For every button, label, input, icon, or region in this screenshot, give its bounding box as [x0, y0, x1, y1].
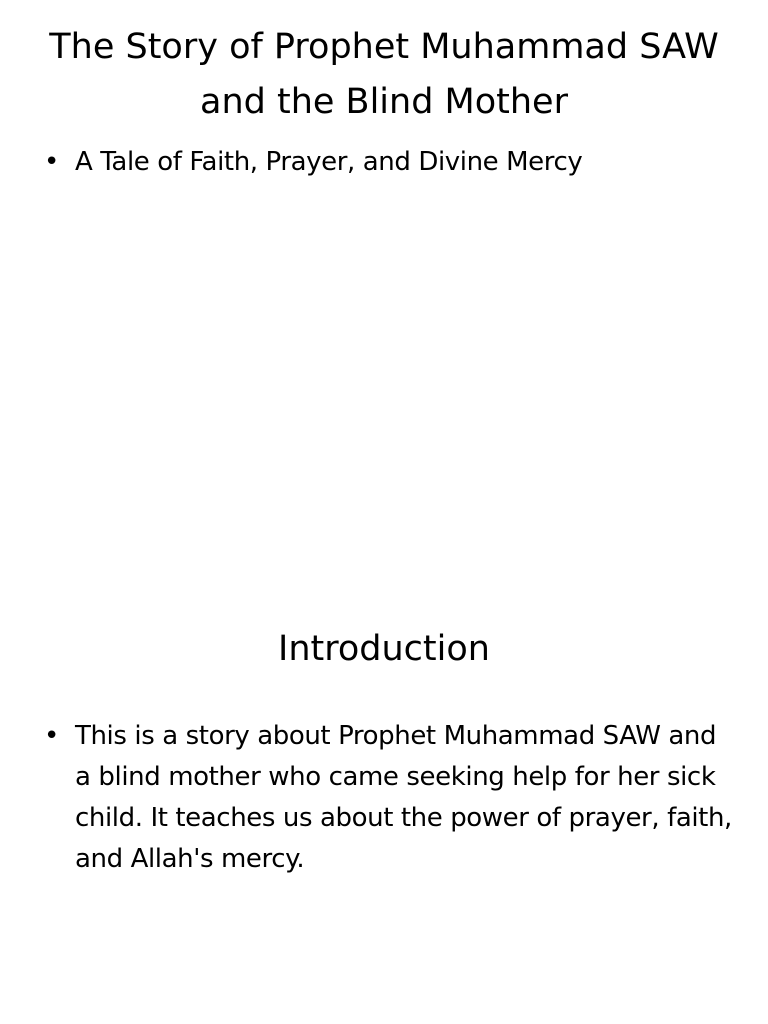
slide-1-bullet-text: A Tale of Faith, Prayer, and Divine Mercy	[75, 147, 583, 177]
slide-2-title: Introduction	[278, 629, 490, 669]
slide-1-title: The Story of Prophet Muhammad SAW and the Blind Mother	[49, 27, 719, 122]
slide-introduction	[0, 512, 768, 1024]
bullet-icon: •	[44, 721, 59, 751]
slide-2-bullet-item	[44, 716, 734, 880]
slide-1-bullet-list	[44, 142, 734, 183]
slide-2-bullet-list	[44, 716, 734, 880]
slide-1-bullet-item	[44, 142, 734, 183]
bullet-icon: •	[44, 147, 59, 177]
slide-2-bullet-text: This is a story about Prophet Muhammad SAW and a blind mother who came seeking help for her sick child. It teaches us about the power of prayer, faith, and Allah's mercy.	[75, 721, 732, 874]
